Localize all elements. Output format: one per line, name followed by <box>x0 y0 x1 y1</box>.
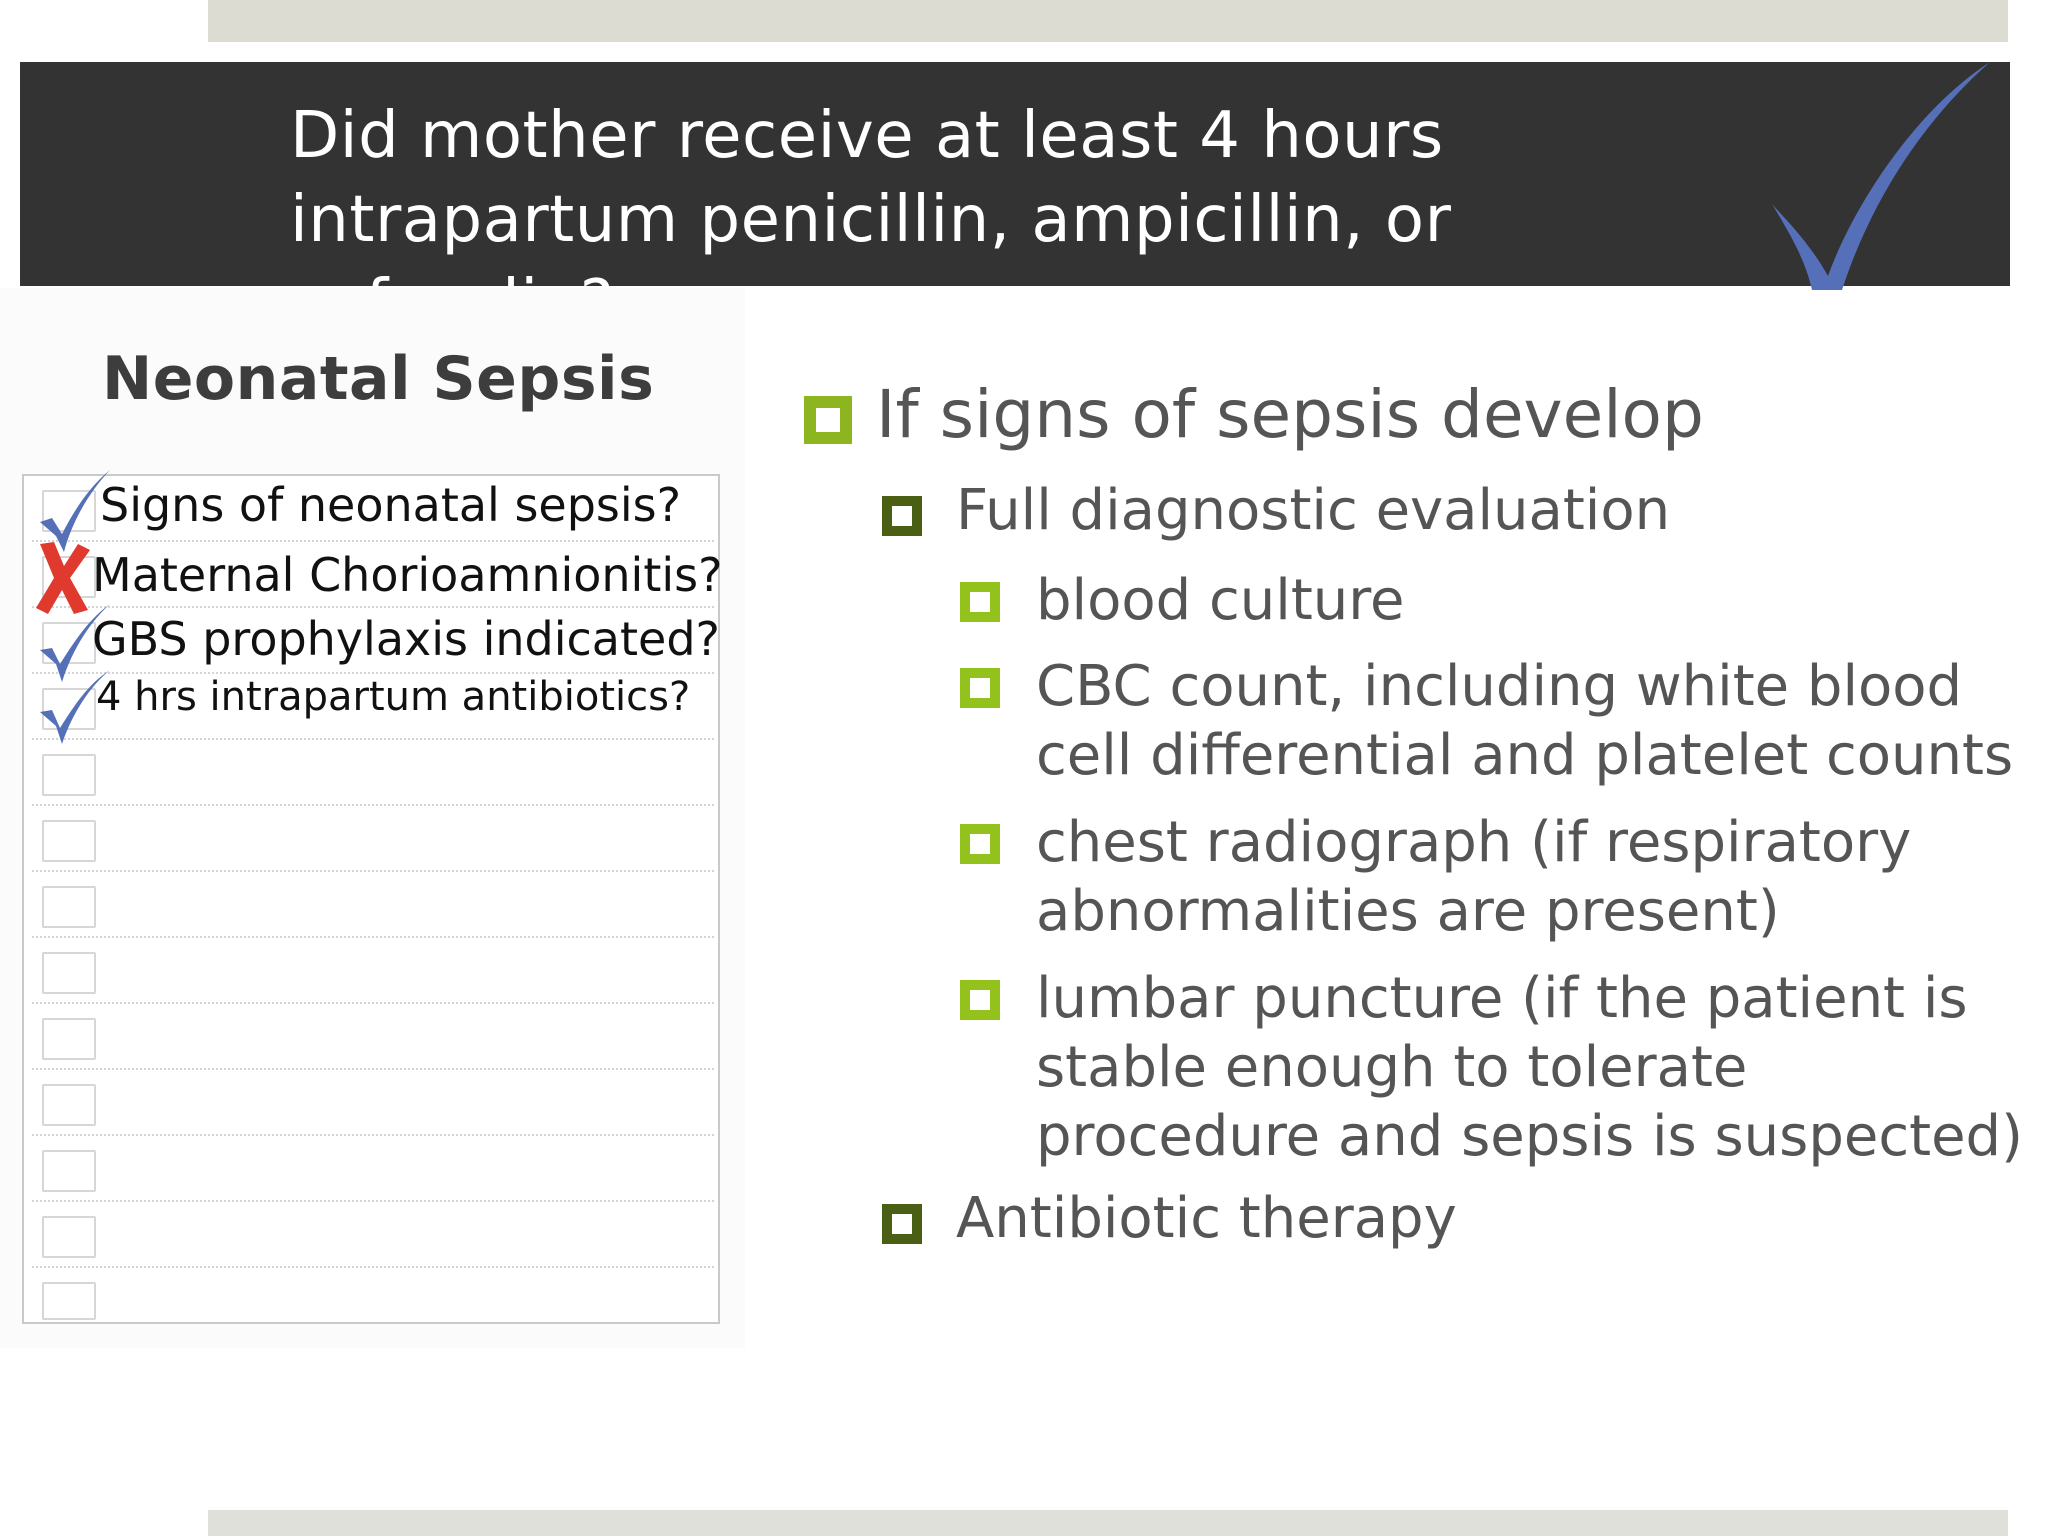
checklist-item-label: 4 hrs intrapartum antibiotics? <box>96 674 691 720</box>
main-bullet: If signs of sepsis develop <box>876 376 1704 453</box>
item-blood-culture: blood culture <box>1036 568 1405 633</box>
bullet-square-icon <box>960 824 1000 864</box>
slide-title: Did mother receive at least 4 hours intrapartum penicillin, ampicillin, or <box>290 99 1452 257</box>
bullet-square-icon <box>804 396 852 444</box>
item-lumbar-line2: stable enough to tolerate <box>1036 1035 1748 1100</box>
checklist-item-label: Maternal Chorioamnionitis? <box>92 548 723 602</box>
checklist-item-label: GBS prophylaxis indicated? <box>92 612 720 666</box>
item-cbc-line2: cell differential and platelet counts <box>1036 723 2014 788</box>
bullet-square-icon <box>960 980 1000 1020</box>
item-chest-line2: abnormalities are present) <box>1036 879 1780 944</box>
checklist-heading: Neonatal Sepsis <box>102 344 655 414</box>
item-chest-line1: chest radiograph (if respiratory <box>1036 810 1912 875</box>
checklist-item-label: Signs of neonatal sepsis? <box>100 478 682 532</box>
bullet-square-icon <box>960 582 1000 622</box>
item-lumbar-line1: lumbar puncture (if the patient is <box>1036 966 1968 1031</box>
item-lumbar-line3: procedure and sepsis is suspected) <box>1036 1104 2023 1169</box>
bullet-square-icon <box>960 668 1000 708</box>
sub-bullet-antibiotic: Antibiotic therapy <box>956 1186 1457 1251</box>
bullet-square-icon <box>882 496 922 536</box>
item-cbc-line1: CBC count, including white blood <box>1036 654 1963 719</box>
sub-bullet-diagnostic: Full diagnostic evaluation <box>956 478 1671 543</box>
bullet-square-icon <box>882 1204 922 1244</box>
